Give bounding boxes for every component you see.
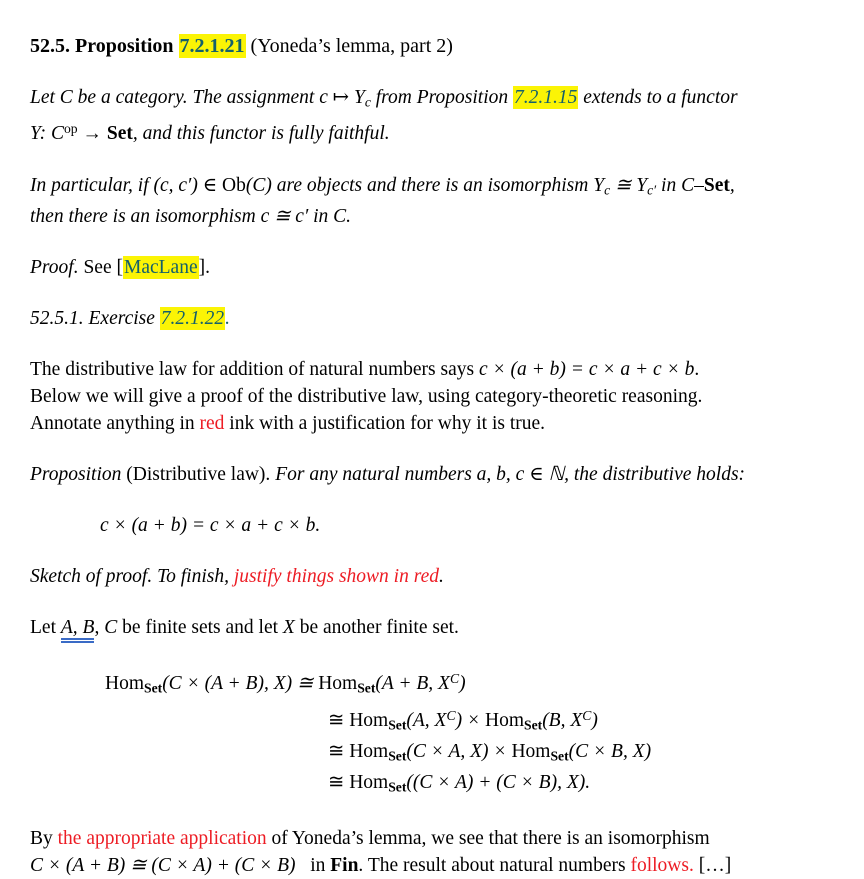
- in-particular-remark-line: [30, 172, 844, 203]
- text-run: are objects and there is an isomorphism: [271, 174, 594, 196]
- text-run: Set: [550, 748, 569, 764]
- text-run: Y: C: [30, 123, 64, 145]
- section-heading-line: [30, 33, 844, 60]
- distributive-intro-line: [30, 356, 844, 383]
- text-run: .: [694, 358, 700, 380]
- text-run: –: [694, 174, 704, 196]
- text-run: 52.5.1. Exercise: [30, 307, 160, 329]
- text-run: Ob: [222, 174, 246, 196]
- hom-isomorphism-chain-line: [328, 702, 844, 739]
- text-run: Set: [388, 779, 407, 795]
- text-run: .: [225, 307, 231, 329]
- text-run: Hom: [349, 741, 389, 763]
- text-run: (C × A, X) ×: [406, 741, 512, 763]
- exercise-heading-line: [30, 305, 844, 332]
- conclusion-line: [30, 825, 844, 852]
- text-run: Let: [30, 616, 61, 638]
- proof-line-line: [30, 254, 844, 281]
- text-run: Set: [144, 680, 163, 696]
- text-run: Sketch of proof. To finish,: [30, 565, 234, 587]
- text-run: (C): [245, 174, 272, 196]
- ref-7-2-1-21: 7.2.1.21: [179, 35, 245, 57]
- hom-isomorphism-chain-line: [328, 769, 844, 800]
- hom-isomorphism-chain-line: [105, 665, 844, 702]
- text-run: Let C be a category. The assignment c ↦ Y: [30, 87, 365, 108]
- text-run: Set: [388, 748, 407, 764]
- text-run: .: [438, 565, 444, 587]
- text-run: (C × B, X): [568, 741, 652, 763]
- section-heading: [30, 33, 844, 60]
- text-run: from Proposition: [370, 87, 513, 108]
- text-run: ].: [198, 256, 210, 278]
- text-run: ,: [94, 616, 105, 638]
- text-run: C: [681, 174, 695, 196]
- conclusion-line: [30, 852, 844, 879]
- text-run: op: [63, 121, 78, 137]
- sketch-of-proof: [30, 563, 844, 590]
- text-run: […]: [693, 854, 732, 876]
- text-run: Proposition: [30, 463, 122, 485]
- in-particular-remark-line: [30, 203, 844, 230]
- sketch-of-proof-line: [30, 563, 844, 590]
- text-run: c × (a + b) = c × a + c × b: [478, 358, 695, 380]
- finite-sets-setup: [30, 614, 844, 641]
- text-run: c × (a + b) = c × a + c × b.: [100, 514, 321, 536]
- text-run: Hom: [349, 709, 389, 731]
- text-run: C: [446, 707, 456, 723]
- text-run: (A, X: [406, 709, 447, 731]
- text-run: (A + B, X: [375, 673, 450, 695]
- ref-7-2-1-15: 7.2.1.15: [514, 87, 578, 108]
- text-run: In particular, if (c, c′) ∈: [30, 174, 223, 196]
- text-run: ) ×: [455, 709, 485, 731]
- in-particular-remark: [30, 172, 844, 230]
- text-run: C: [582, 707, 592, 723]
- text-run: ): [591, 709, 598, 731]
- red-phrase: the appropriate application: [57, 827, 267, 849]
- proposition-distributive-law-line: [30, 461, 844, 488]
- text-run: c′: [647, 181, 657, 197]
- red-instruction: justify things shown in red: [233, 565, 439, 587]
- text-run: X: [282, 616, 295, 638]
- text-run: By: [30, 827, 58, 849]
- text-run: in: [295, 854, 331, 876]
- text-run: C: [449, 670, 460, 686]
- text-run: 52.5. Proposition: [30, 35, 179, 57]
- exercise-heading: [30, 305, 844, 332]
- text-run: in: [656, 174, 682, 196]
- distributive-intro-line: [30, 383, 844, 410]
- text-run: C: [104, 616, 118, 638]
- text-run: extends to a functor: [578, 87, 738, 108]
- text-run: Y: [636, 174, 648, 196]
- text-run: . The result about natural numbers: [358, 854, 631, 876]
- text-run: Set: [106, 123, 133, 145]
- text-run: Annotate anything in: [30, 412, 200, 434]
- text-run: ≅: [610, 174, 637, 196]
- text-run: (B, X: [542, 709, 583, 731]
- text-run: ((C × A) + (C × B), X).: [406, 772, 591, 794]
- text-run: Below we will give a proof of the distributive law, using category-theoretic reasoning.: [30, 385, 703, 407]
- proposition-distributive-law: [30, 461, 844, 488]
- text-run: c: [604, 181, 611, 197]
- finite-sets-setup-line: [30, 614, 844, 641]
- text-run: ink with a justification for why it is true.: [224, 412, 546, 434]
- text-run: Set: [703, 174, 730, 196]
- proposition-statement-line: [30, 84, 844, 115]
- text-run: Hom: [511, 741, 551, 763]
- text-run: ≅: [328, 709, 350, 731]
- text-run: Set: [357, 680, 376, 696]
- text-run: ≅: [328, 741, 350, 763]
- distributive-intro-line: [30, 410, 844, 437]
- text-run: be another finite set.: [294, 616, 459, 638]
- text-run: ≅: [328, 772, 350, 794]
- text-run: The distributive law for addition of natural numbers says: [30, 358, 479, 380]
- text-run: Hom: [105, 673, 144, 695]
- text-run: Hom: [485, 709, 524, 731]
- text-run: c: [364, 94, 371, 110]
- text-run: (Yoneda’s lemma, part 2): [245, 35, 453, 57]
- text-run: of Yoneda’s lemma, we see that there is an isomorphism: [266, 827, 710, 849]
- proof-line: [30, 254, 844, 281]
- proposition-statement-line: [30, 115, 844, 147]
- red-word-follows: follows.: [630, 854, 694, 876]
- text-run: then there is an isomorphism c ≅ c′ in C.: [30, 205, 352, 227]
- distributive-intro: [30, 356, 844, 437]
- ref-7-2-1-22: 7.2.1.22: [160, 307, 225, 329]
- display-equation: [30, 512, 844, 539]
- text-run: See [: [78, 256, 123, 278]
- hom-isomorphism-chain: [30, 665, 844, 801]
- text-run: Y: [593, 174, 605, 196]
- text-run: Hom: [318, 673, 358, 695]
- text-run: (C × (A + B), X) ≅: [162, 673, 319, 695]
- text-run: Set: [388, 717, 407, 733]
- proposition-statement: [30, 84, 844, 148]
- grammar-flagged-text: A, B: [61, 617, 95, 643]
- text-run: ,: [729, 174, 735, 196]
- text-run: Proof.: [30, 256, 79, 278]
- text-run: For any natural numbers a, b, c ∈ ℕ, the distributive holds:: [275, 463, 746, 485]
- text-run: ): [459, 673, 466, 695]
- text-run: be finite sets and let: [117, 616, 283, 638]
- text-run: C × (A + B) ≅ (C × A) + (C × B): [30, 854, 296, 876]
- text-run: , and this functor is fully faithful.: [132, 123, 390, 145]
- text-run: Fin: [330, 854, 359, 876]
- text-run: Hom: [349, 772, 389, 794]
- text-run: →: [77, 123, 107, 145]
- hom-isomorphism-chain-line: [328, 738, 844, 769]
- text-run: (Distributive law).: [121, 463, 276, 485]
- text-run: Set: [524, 717, 543, 733]
- citation-maclane: MacLane: [123, 256, 198, 278]
- red-word: red: [199, 412, 225, 434]
- display-equation-line: [100, 512, 844, 539]
